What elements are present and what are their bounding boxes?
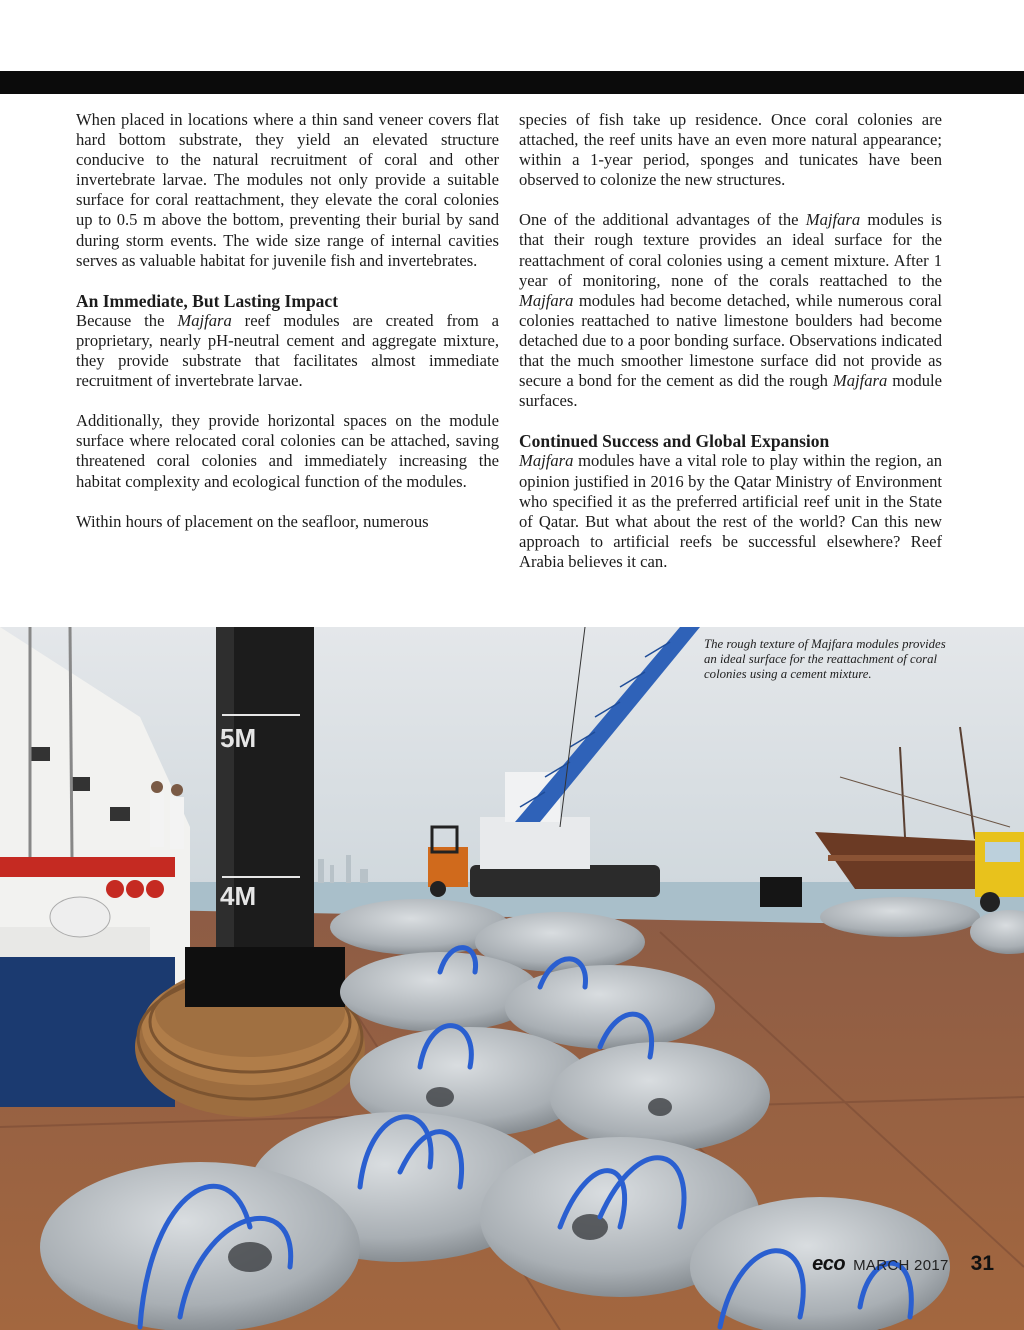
page-footer [812, 1252, 994, 1278]
header-band [0, 71, 1024, 94]
left-paragraph-3: Additionally, they provide horizontal spaces on the module surface where relocated coral colonies can be attached, saving threatened coral colonies and immediately increasing the habitat complexity and ecological function of the modules. [76, 411, 499, 491]
right-paragraph-3: Majfara modules have a vital role to play within the region, an opinion justified in 2016 by the Qatar Ministry of Environment who specified it as the preferred artificial reef unit in the State of Qatar. But what about the rest of the world? Can this new approach to artificial reefs be successful elsewhere? Reef Arabia believes it can. [519, 451, 942, 571]
pole-mark-4m: 4M [220, 881, 257, 911]
left-column [76, 110, 499, 552]
page-number: 31 [970, 1252, 994, 1275]
right-column [519, 110, 942, 592]
right-paragraph-1: species of fish take up residence. Once coral colonies are attached, the reef units have an even more natural appearance; within a 1-year period, sponges and tunicates have been observed to colonize the new structures. [519, 110, 942, 190]
left-paragraph-2: Because the Majfara reef modules are created from a proprietary, nearly pH-neutral cement and aggregate mixture, they provide substrate that facilitates almost immediate recruitment of invertebrate larvae. [76, 310, 499, 391]
photo-caption: The rough texture of Majfara modules provides an ideal surface for the reattachment of coral colonies using a cement mixture. [704, 637, 946, 682]
right-paragraph-2: One of the additional advantages of the Majfara modules is that their rough texture provides an ideal surface for the reattachment of coral colonies using a cement mixture. After 1 year of monitoring, none of the corals reattached to the Majfara modules had become detached, while numerous coral colonies reattached to native limestone boulders had become detached due to a poor bonding surface. Observations indicated that the much smoother limestone surface did not provide as secure a bond for the cement as did the rough Majfara module surfaces. [519, 210, 942, 411]
section-heading-impact: An Immediate, But Lasting Impact [76, 290, 339, 311]
pole-mark-5m: 5M [220, 723, 257, 753]
barge-photo [0, 627, 1024, 1330]
magazine-brand: eco [812, 1253, 846, 1275]
left-paragraph-1: When placed in locations where a thin sand veneer covers flat hard bottom substrate, they yield an elevated structure conducive to the natural recruitment of coral and other invertebrate larvae. The modules not only provide a suitable surface for coral reattachment, they elevate the coral colonies up to 0.5 m above the bottom, preventing their burial by sand during storm events. The wide size range of internal cavities serves as valuable habitat for juvenile fish and invertebrates. [76, 110, 499, 270]
barge-photo-illustration [0, 627, 1024, 1330]
black-block [760, 877, 802, 907]
section-heading-expansion: Continued Success and Global Expansion [519, 431, 830, 452]
issue-date: MARCH 2017 [853, 1257, 949, 1274]
left-paragraph-4: Within hours of placement on the seafloor, numerous [76, 511, 429, 531]
